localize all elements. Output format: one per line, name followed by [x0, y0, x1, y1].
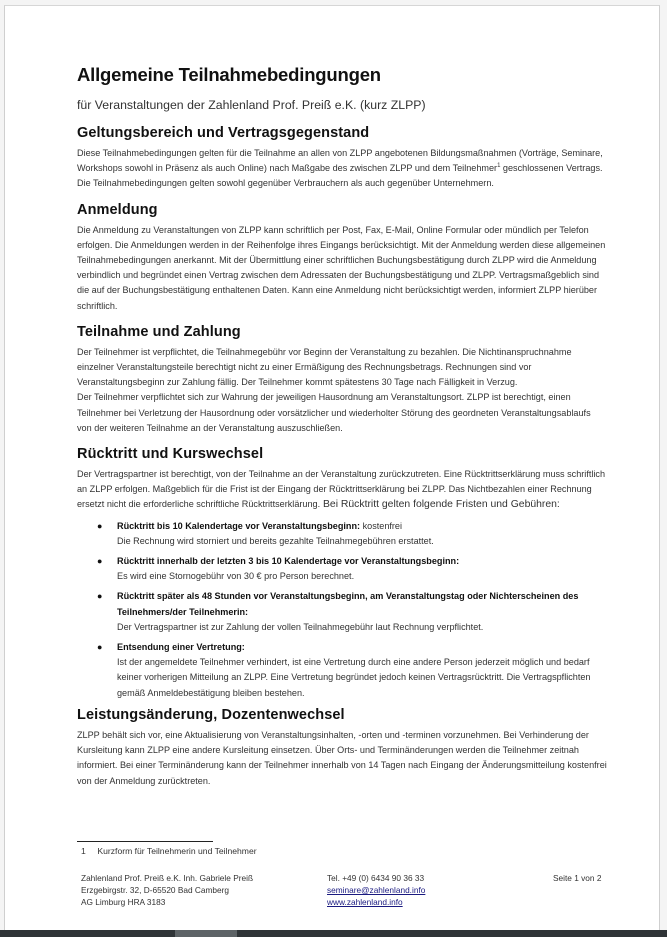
section-leistungsaenderung — [77, 707, 607, 789]
section-heading: Leistungsänderung, Dozentenwechsel — [77, 706, 345, 723]
section-geltungsbereich — [77, 125, 607, 192]
list-item: ● Rücktritt bis 10 Kalendertage vor Veranstaltungsbeginn: kostenfrei Die Rechnung wird storniert und bereits gezahlte Teilnahmegebühren erstattet. — [97, 520, 434, 546]
section-paragraph: Diese Teilnahmebedingungen gelten für die Teilnahme an allen von ZLPP angebotenen Bildungsmaßnahmen (Vorträge, Seminare, Workshops sowohl in Präsenz als auch Online) nach Maßgabe des zwischen ZLPP und dem Teilnehmer$^1$ geschlossenen Vertrags. Die Teilnahmebedingungen gelten sowohl gegenüber Verbrauchern als auch gegenüber Unternehmern. — [77, 148, 603, 189]
document-title: Allgemeine Teilnahmebedingungen — [77, 64, 381, 85]
section-paragraph: Der Teilnehmer verpflichtet sich zur Wahrung der jeweiligen Hausordnung am Veranstaltungsort. ZLPP ist berechtigt, einen Teilnehmer bei Verletzung der Hausordnung oder vorsätzlicher und wiederholter Störung des geordneten Veranstaltungsablaufs von der weiteren Teilnahme an der Veranstaltung auszuschließen. — [77, 392, 591, 433]
bullet-icon: ● — [97, 556, 103, 567]
document-subtitle: für Veranstaltungen der Zahlenland Prof. Preiß e.K. (kurz ZLPP) — [77, 98, 426, 112]
footnote-divider — [77, 841, 213, 842]
website-link[interactable]: www.zahlenland.info — [327, 897, 403, 907]
list-item: ● Entsendung einer Vertretung: Ist der angemeldete Teilnehmer verhindert, ist eine Vertretung durch eine andere Person jederzeit möglich und bedarf keiner vorherigen Mitteilung an ZLPP. Eine Vertretung begründet jedoch keinen Vertragsrücktritt. Die Vertragspflichten gemäß Anmeldebestätigung bleiben bestehen. — [97, 642, 591, 698]
section-paragraph: ZLPP behält sich vor, eine Aktualisierung von Veranstaltungsinhalten, -orten und -terminen vorzunehmen. Bei Verhinderung der Kursleitung kann ZLPP eine andere Kursleitung einsetzen. Über Orts- und Terminänderungen werden die Teilnehmer zeitnah informiert. Bei einer Terminänderung kann der Teilnehmer innerhalb von 14 Tagen nach Eingang der Änderungsmitteilung kostenfrei von der Anmeldung zurücktreten. — [77, 729, 607, 786]
page-content — [77, 64, 607, 789]
page-number: Seite 1 von 2 — [553, 873, 602, 883]
bullet-icon: ● — [97, 591, 103, 602]
bullet-icon: ● — [97, 520, 103, 531]
section-heading: Geltungsbereich und Vertragsgegenstand — [77, 125, 370, 141]
section-teilnahme-zahlung — [77, 324, 607, 436]
section-heading: Teilnahme und Zahlung — [77, 323, 241, 340]
section-paragraph: Die Anmeldung zu Veranstaltungen von ZLPP kann schriftlich per Post, Fax, E-Mail, Online Formular oder mündlich per Telefon erfolgen. Die Anmeldungen werden in der Reihenfolge ihres Eingangs berücksichtigt. Mit der Anmeldung werden diese allgemeinen Teilnahmebedingungen anerkannt. Mit der Übermittlung einer schriftlichen Buchungsbestätigung durch ZLPP wird die Anmeldung verbindlich und begründet einen Vertrag zwischen dem Adressaten der Buchungsbestätigung und ZLPP. Vertragsmaßgeblich sind die auf der Buchungsbestätigung enthaltenen Daten. Kann eine Anmeldung nicht berücksichtigt werden, informiert ZLPP hierüber schriftlich. — [77, 224, 606, 311]
document-page — [4, 5, 660, 930]
phone-number: Tel. +49 (0) 6434 90 36 33 — [327, 873, 425, 883]
section-anmeldung — [77, 202, 607, 314]
footer-contact — [327, 872, 425, 908]
email-link[interactable]: seminare@zahlenland.info — [327, 885, 426, 895]
horizontal-scrollbar[interactable] — [0, 930, 667, 937]
section-heading: Anmeldung — [77, 201, 158, 218]
bullet-icon: ● — [97, 642, 103, 653]
section-paragraph: Der Teilnehmer ist verpflichtet, die Teilnahmegebühr vor Beginn der Veranstaltung zu bezahlen. Die Nichtinanspruchnahme einzelner Veranstaltungsteile berechtigt nicht zu einer Ermäßigung des Rechnungsbetrags. Rechnungen sind vor Veranstaltungsbeginn zur Zahlung fällig. Der Teilnehmer kommt spätestens 30 Tage nach Fälligkeit in Verzug. — [77, 346, 572, 388]
section-ruecktritt — [77, 446, 607, 701]
scrollbar-thumb[interactable] — [175, 930, 237, 937]
footnote: 1 Kurzform für Teilnehmerin und Teilnehmer — [81, 846, 257, 856]
list-item: ● Rücktritt später als 48 Stunden vor Veranstaltungsbeginn, am Veranstaltungstag oder Nichterscheinen des Teilnehmers/der Teilnehmerin: Der Vertragspartner ist zur Zahlung der vollen Teilnahmegebühr laut Rechnung verpflichtet. — [97, 591, 579, 632]
list-item: ● Rücktritt innerhalb der letzten 3 bis 10 Kalendertage vor Veranstaltungsbeginn: Es wird eine Stornogebühr von 30 € pro Person berechnet. — [97, 556, 460, 582]
footnote-ref[interactable]: 1 — [497, 163, 501, 170]
section-paragraph: Der Vertragspartner ist berechtigt, von der Teilnahme an der Veranstaltung zurückzutreten. Eine Rücktrittserklärung muss schriftlich an ZLPP erfolgen. Maßgeblich für die Frist ist der Eingang der Rücktrittserklärung bei ZLPP. Das Nichtbezahlen einer Rechnung ersetzt nicht die erforderliche schriftliche Rücktrittserklärung. Bei Rücktritt gelten folgende Fristen und Gebühren: — [77, 469, 606, 511]
cancellation-terms-list — [77, 519, 607, 701]
section-heading: Rücktritt und Kurswechsel — [77, 446, 264, 463]
footer-company-info: Zahlenland Prof. Preiß e.K. Inh. Gabriele Preiß Erzgebirgstr. 32, D-65520 Bad Camberg AG Limburg HRA 3183 — [81, 873, 254, 907]
